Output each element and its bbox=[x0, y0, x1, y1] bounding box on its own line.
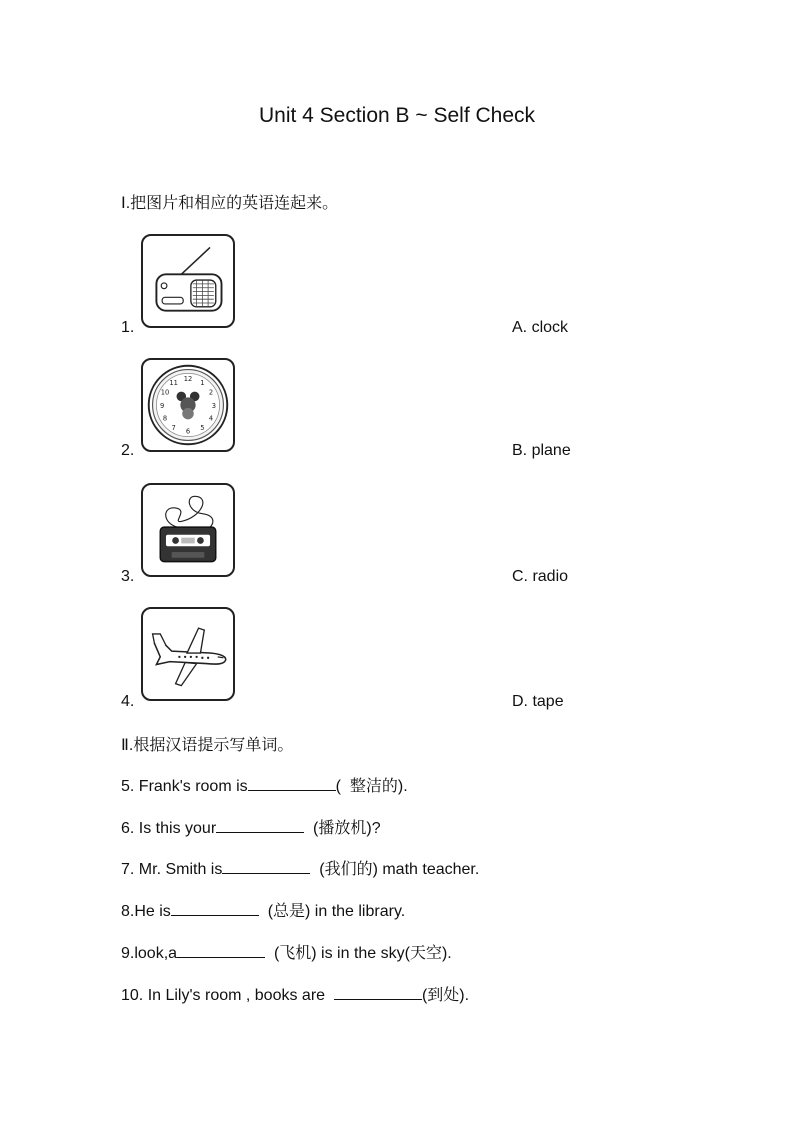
question-hint: (飞机) is in the sky(天空). bbox=[265, 945, 452, 962]
question-5 bbox=[121, 773, 408, 796]
picture-frame-2 bbox=[141, 358, 235, 452]
question-8 bbox=[121, 898, 405, 921]
question-hint: (我们的) math teacher. bbox=[310, 861, 480, 878]
option-c: C. radio bbox=[512, 568, 569, 585]
item-number-2: 2. bbox=[121, 442, 135, 459]
answer-blank[interactable] bbox=[177, 943, 265, 958]
section-1-heading: Ⅰ.把图片和相应的英语连起来。 bbox=[121, 195, 339, 212]
question-text: 8.He is bbox=[121, 903, 171, 920]
question-7 bbox=[121, 856, 479, 879]
svg-text:7: 7 bbox=[171, 423, 176, 432]
question-text: 9.look,a bbox=[121, 945, 178, 962]
answer-blank[interactable] bbox=[216, 818, 304, 833]
tape-icon bbox=[143, 485, 233, 575]
svg-text:10: 10 bbox=[160, 388, 170, 397]
svg-text:11: 11 bbox=[169, 378, 178, 387]
item-number-4: 4. bbox=[121, 693, 135, 710]
option-d: D. tape bbox=[512, 693, 564, 710]
svg-text:12: 12 bbox=[183, 375, 193, 384]
svg-text:2: 2 bbox=[208, 388, 214, 397]
answer-blank[interactable] bbox=[334, 985, 422, 1000]
radio-icon bbox=[143, 236, 233, 326]
svg-text:6: 6 bbox=[185, 427, 191, 436]
question-9 bbox=[121, 940, 452, 963]
svg-text:9: 9 bbox=[160, 401, 165, 410]
question-text: 5. Frank's room is bbox=[121, 778, 248, 795]
svg-text:5: 5 bbox=[200, 423, 205, 432]
clock-icon bbox=[143, 360, 233, 450]
plane-icon bbox=[143, 609, 233, 699]
question-6 bbox=[121, 815, 381, 838]
question-hint: (到处). bbox=[421, 987, 470, 1004]
answer-blank[interactable] bbox=[171, 901, 259, 916]
option-b: B. plane bbox=[512, 442, 571, 459]
page-title: Unit 4 Section B ~ Self Check bbox=[258, 104, 536, 127]
svg-text:1: 1 bbox=[200, 378, 205, 387]
item-number-3: 3. bbox=[121, 568, 135, 585]
answer-blank[interactable] bbox=[222, 859, 310, 874]
question-hint: (总是) in the library. bbox=[258, 903, 406, 920]
svg-text:3: 3 bbox=[211, 401, 216, 410]
option-a: A. clock bbox=[512, 319, 569, 336]
svg-text:8: 8 bbox=[162, 414, 168, 423]
question-text: 6. Is this your bbox=[121, 820, 217, 837]
question-text: 10. In Lily's room , books are bbox=[121, 987, 334, 1004]
answer-blank[interactable] bbox=[248, 776, 336, 791]
question-text: 7. Mr. Smith is bbox=[121, 861, 223, 878]
picture-frame-3 bbox=[141, 483, 235, 577]
picture-frame-1 bbox=[141, 234, 235, 328]
item-number-1: 1. bbox=[121, 319, 135, 336]
question-hint: (播放机)? bbox=[304, 820, 381, 837]
picture-frame-4 bbox=[141, 607, 235, 701]
question-hint: ( 整洁的). bbox=[335, 778, 408, 795]
svg-text:4: 4 bbox=[208, 414, 214, 423]
section-2-heading: Ⅱ.根据汉语提示写单词。 bbox=[121, 737, 294, 754]
question-10 bbox=[121, 982, 469, 1005]
